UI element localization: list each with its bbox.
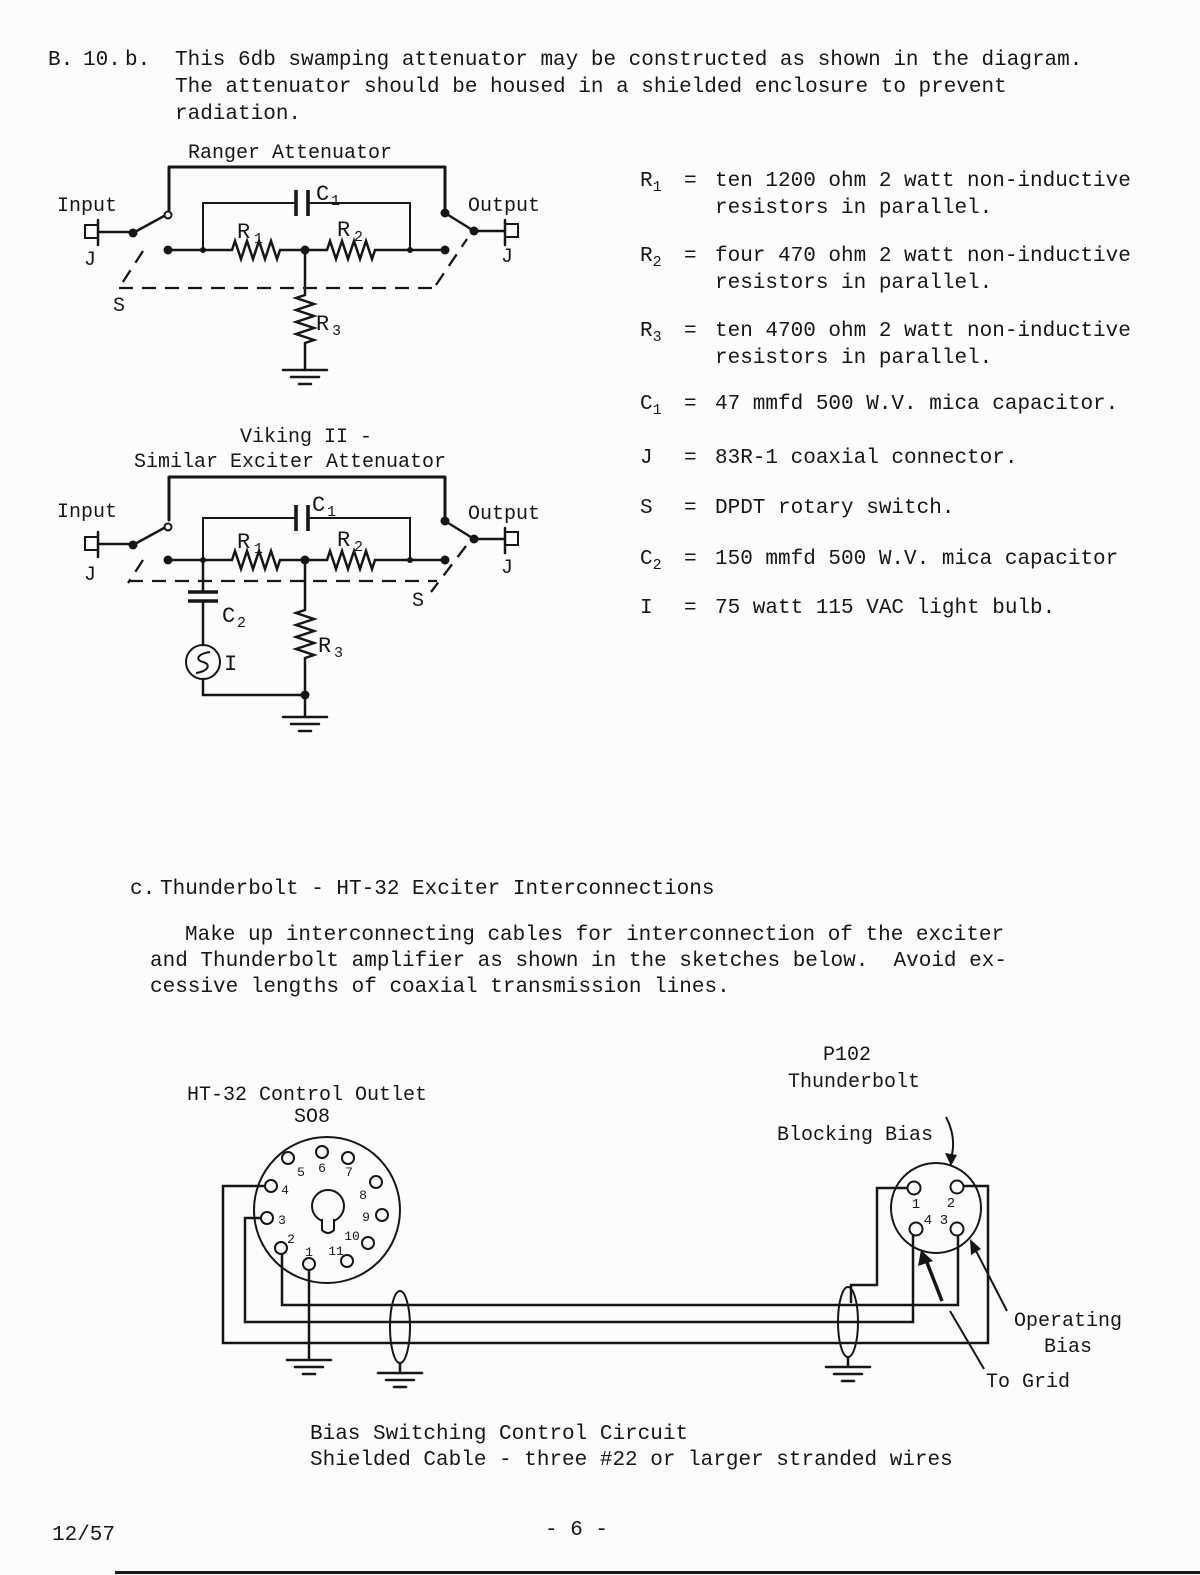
section-c-heading: Thunderbolt - HT-32 Exciter Interconnections	[160, 878, 715, 901]
c2-label: C	[222, 604, 236, 629]
so8-pin-number: 4	[281, 1183, 289, 1198]
p102-pin-number: 2	[946, 1196, 956, 1212]
input-jack-icon	[85, 537, 98, 550]
section-b-number: 10.	[83, 49, 121, 72]
section-b-letter: b.	[125, 49, 151, 72]
r3-sub: 3	[334, 645, 344, 662]
wire-p102-pin1-shield	[851, 1188, 907, 1302]
lamp-return-wire	[203, 679, 305, 695]
ranger-title: Ranger Attenuator	[187, 142, 393, 165]
paragraph-b-line: This 6db swamping attenuator may be constructed as shown in the diagram.	[175, 49, 1083, 72]
c1-label: C	[312, 493, 326, 518]
footer-date: 12/57	[52, 1524, 116, 1547]
p102-subtitle: Thunderbolt	[787, 1071, 921, 1094]
operating-bias-label: Operating	[1013, 1310, 1123, 1333]
viking-title-2: Similar Exciter Attenuator	[133, 451, 447, 474]
operating-bias-arrowhead	[970, 1239, 981, 1255]
p102-title: P102	[822, 1044, 872, 1067]
ground-icon	[378, 1363, 422, 1387]
r3-resistor	[296, 250, 314, 370]
cable-shield-icon	[390, 1291, 410, 1363]
input-lead	[98, 532, 133, 557]
parts-list-row: $R_1$ = ten 1200 ohm 2 watt non-inductive resistors in parallel.	[640, 170, 1131, 220]
lamp-label: I	[224, 652, 238, 677]
so8-title: HT-32 Control Outlet	[186, 1084, 428, 1107]
viking-attenuator-diagram	[40, 420, 585, 755]
r2-label: R	[337, 218, 351, 243]
section-b-index: B.	[48, 49, 74, 72]
so8-pin-number: 7	[345, 1165, 353, 1180]
lamp-filament	[196, 652, 210, 673]
switch-linkage	[128, 546, 466, 592]
jack-label: J	[501, 557, 514, 580]
c1-sub: 1	[331, 193, 341, 210]
viking-title-1: Viking II -	[239, 426, 373, 449]
input-label: Input	[57, 501, 118, 524]
input-jack-icon	[85, 225, 98, 238]
parts-list-row: $C_2$ = 150 mmfd 500 W.V. mica capacitor	[640, 548, 1119, 574]
interconnection-diagram	[150, 1035, 1200, 1400]
parts-list-row: $C_1$ = 47 mmfd 500 W.V. mica capacitor.	[640, 393, 1119, 419]
parts-list-row: $R_2$ = four 470 ohm 2 watt non-inductive resistors in parallel.	[640, 245, 1131, 295]
p102-pin-number: 4	[923, 1213, 933, 1229]
r1-sub: 1	[254, 231, 264, 248]
r3-label: R	[318, 634, 332, 659]
c1-sub: 1	[327, 504, 337, 521]
section-c-letter: c.	[130, 878, 156, 901]
so8-pin-number: 11	[328, 1244, 344, 1259]
blocking-bias-label: Blocking Bias	[776, 1124, 934, 1147]
p102-plug-outline	[891, 1163, 981, 1253]
so8-pin-number: 1	[305, 1245, 313, 1260]
c2-capacitor-symbol	[188, 592, 218, 601]
p102-pin-number: 3	[939, 1213, 949, 1229]
r2-label: R	[337, 528, 351, 553]
left-switch-arm	[133, 528, 164, 545]
switch-contact	[165, 524, 172, 531]
left-switch-arm	[133, 216, 164, 233]
to-grid-pointer-line	[950, 1311, 984, 1369]
wire-pin2-to-pin3	[282, 1236, 958, 1305]
paragraph-c-line: Make up interconnecting cables for interconnection of the exciter	[185, 924, 1005, 947]
so8-pin-number: 5	[297, 1165, 305, 1180]
ranger-attenuator-diagram	[40, 135, 585, 405]
p102-pin-number: 1	[911, 1197, 921, 1213]
r3-label: R	[316, 312, 330, 337]
so8-pin-number: 10	[344, 1229, 360, 1244]
parts-list-row: $R_3$ = ten 4700 ohm 2 watt non-inductive resistors in parallel.	[640, 320, 1131, 370]
operating-bias-label: Bias	[1043, 1336, 1093, 1359]
c1-capacitor-symbol	[296, 190, 308, 216]
c1-label: C	[316, 182, 330, 207]
so8-pin-number: 2	[287, 1232, 295, 1247]
parts-list-row: I = 75 watt 115 VAC light bulb.	[640, 597, 1056, 620]
input-lead	[98, 220, 133, 245]
r1-sub: 1	[254, 541, 264, 558]
output-label: Output	[468, 195, 541, 218]
diagram-caption-line: Bias Switching Control Circuit	[310, 1423, 689, 1446]
jack-label: J	[501, 246, 514, 269]
parts-list-row: S = DPDT rotary switch.	[640, 497, 955, 520]
r1-label: R	[237, 530, 251, 555]
paragraph-c-line: and Thunderbolt amplifier as shown in the sketches below. Avoid ex-	[150, 950, 1007, 973]
paragraph-b-line: The attenuator should be housed in a shielded enclosure to prevent	[175, 76, 1007, 99]
ground-icon	[287, 1360, 331, 1374]
r2-sub: 2	[354, 539, 364, 556]
blocking-bias-arrow	[946, 1117, 953, 1158]
to-grid-arrow	[926, 1260, 942, 1301]
output-jack-icon	[505, 224, 518, 237]
output-jack-icon	[505, 532, 518, 545]
ground-icon	[283, 370, 327, 384]
so8-pin-number: 9	[362, 1210, 370, 1225]
jack-label: J	[84, 249, 97, 272]
switch-contact	[165, 212, 172, 219]
ground-icon	[826, 1357, 870, 1381]
page-number: - 6 -	[545, 1519, 609, 1542]
r1-label: R	[237, 220, 251, 245]
c1-capacitor-symbol	[296, 505, 308, 531]
operating-bias-pointer-line	[973, 1245, 1007, 1311]
switch-label: S	[412, 590, 425, 613]
paragraph-b-line: radiation.	[175, 103, 302, 126]
r3-sub: 3	[332, 323, 342, 340]
c2-sub: 2	[237, 615, 247, 632]
diagram-caption-line: Shielded Cable - three #22 or larger stranded wires	[310, 1449, 953, 1472]
paragraph-c-line: cessive lengths of coaxial transmission lines.	[150, 976, 730, 999]
so8-key-hole	[312, 1190, 344, 1222]
parts-list-row: J = 83R-1 coaxial connector.	[640, 447, 1018, 470]
so8-pin-number: 3	[278, 1213, 286, 1228]
switch-label: S	[113, 295, 126, 318]
scan-edge-artifact	[115, 1571, 1200, 1574]
switch-linkage	[119, 239, 467, 288]
output-label: Output	[468, 503, 541, 526]
r2-sub: 2	[354, 229, 364, 246]
ground-icon	[283, 695, 327, 731]
so8-pin-number: 8	[359, 1188, 367, 1203]
input-label: Input	[57, 195, 118, 218]
jack-label: J	[84, 564, 97, 587]
so8-keyway	[322, 1219, 334, 1233]
so8-pin-number: 6	[318, 1161, 326, 1176]
so8-subtitle: SO8	[293, 1106, 331, 1129]
to-grid-label: To Grid	[986, 1371, 1071, 1394]
wire-pin4-to-pin2	[223, 1186, 988, 1343]
